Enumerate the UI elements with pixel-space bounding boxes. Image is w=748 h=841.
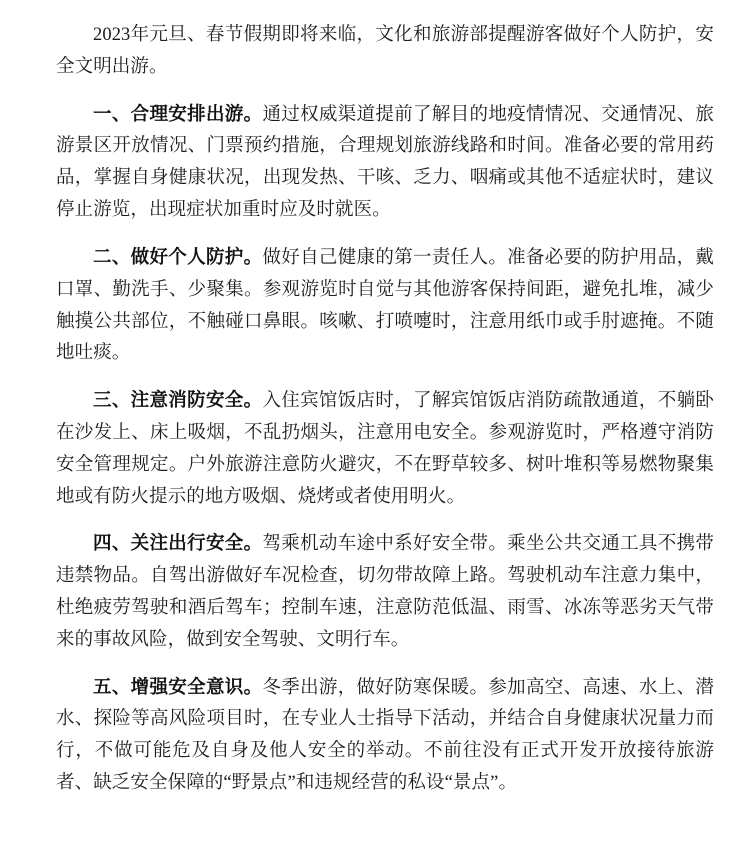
paragraph-lead: 三、注意消防安全。 xyxy=(93,391,263,412)
paragraph-section-3 xyxy=(56,386,714,513)
paragraph-text: 入住宾馆饭店时，了解宾馆饭店消防疏散通道，不躺卧在沙发上、床上吸烟，不乱扔烟头，注意用电安全。参观游览时，严格遵守消防安全管理规定。户外旅游注意防火避灾，不在野草较多、树叶堆积等易燃物聚集地或有防火提示的地方吸烟、烧烤或者使用明火。 xyxy=(56,391,715,507)
paragraph-lead: 四、关注出行安全。 xyxy=(93,534,263,555)
paragraph-lead: 一、合理安排出游。 xyxy=(93,104,263,125)
paragraph-text: 2023年元旦、春节假期即将来临，文化和旅游部提醒游客做好个人防护，安全文明出游。 xyxy=(56,25,714,77)
paragraph-text: 通过权威渠道提前了解目的地疫情情况、交通情况、旅游景区开放情况、门票预约措施，合理规划旅游线路和时间。准备必要的常用药品，掌握自身健康状况，出现发热、干咳、乏力、咽痛或其他不适症状时，建议停止游览，出现症状加重时应及时就医。 xyxy=(56,104,715,221)
paragraph-intro xyxy=(56,20,714,84)
paragraph-lead: 二、做好个人防护。 xyxy=(93,247,263,268)
paragraph-text: 驾乘机动车途中系好安全带。乘坐公共交通工具不携带违禁物品。自驾出游做好车况检查，切勿带故障上路。驾驶机动车注意力集中，杜绝疲劳驾驶和酒后驾车；控制车速，注意防范低温、雨雪、冰冻等恶劣天气带来的事故风险，做到安全驾驶、文明行车。 xyxy=(56,534,715,650)
paragraph-text: 冬季出游，做好防寒保暖。参加高空、高速、水上、潜水、探险等高风险项目时，在专业人士指导下活动，并结合自身健康状况量力而行，不做可能危及自身及他人安全的举动。不前往没有正式开发开放接待旅游者、缺乏安全保障的“野景点”和违规经营的私设“景点”。 xyxy=(56,677,715,794)
paragraph-section-5 xyxy=(56,673,714,800)
paragraph-section-4 xyxy=(56,529,714,656)
paragraph-lead: 五、增强安全意识。 xyxy=(93,677,263,698)
paragraph-section-1 xyxy=(56,100,714,227)
paragraph-section-2 xyxy=(56,243,714,370)
paragraph-text: 做好自己健康的第一责任人。准备必要的防护用品，戴口罩、勤洗手、少聚集。参观游览时自觉与其他游客保持间距，避免扎堆，减少触摸公共部位，不触碰口鼻眼。咳嗽、打喷嚏时，注意用纸巾或手肘遮掩。不随地吐痰。 xyxy=(56,247,715,364)
